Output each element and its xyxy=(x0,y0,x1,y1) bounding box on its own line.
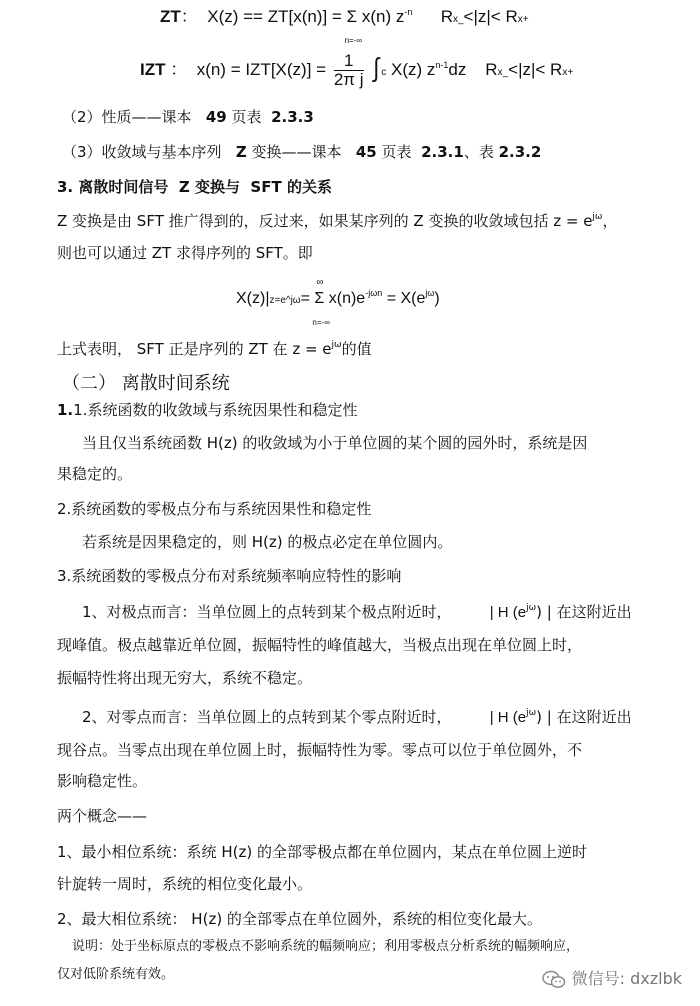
paragraph-line: 若系统是因果稳定的，则 H(z) 的极点必定在单位圆内。 xyxy=(82,533,453,551)
paragraph-line: 现谷点。当零点出现在单位圆上时，振幅特性为零。零点可以位于单位圆外，不 xyxy=(57,741,583,759)
watermark xyxy=(542,966,682,990)
fraction: $\frac{1}{\text{2π j}}$ xyxy=(333,51,364,89)
izt-formula: IZT ： x(n) = IZT[X(z)] = $\frac{1}{\text{2π j}}$ ∫ c X(z) $z^{n-1}dz$ Rx_<|z|< Rx+ xyxy=(140,51,574,89)
paragraph-line: 针旋转一周时，系统的相位变化最小。 xyxy=(57,875,313,893)
paragraph-line: 振幅特性将出现无穷大，系统不稳定。 xyxy=(57,669,313,687)
subsection-title: 2.系统函数的零极点分布与系统因果性和稳定性 xyxy=(57,500,372,518)
paragraph-line: 当且仅当系统函数 H(z) 的收敛域为小于单位圆的某个圆的园外时，系统是因 xyxy=(82,434,588,452)
watermark-label: 微信号: dxzlbk xyxy=(571,969,682,988)
paragraph-line: 上式表明， SFT 正是序列的 ZT 在 $z = e^{j\omega}$的值 xyxy=(57,340,372,358)
section-heading: （二） 离散时间系统 xyxy=(62,373,230,394)
subsection-title: 1.1.系统函数的收敛域与系统因果性和稳定性 xyxy=(57,401,358,419)
note-line: 仅对低阶系统有效。 xyxy=(57,967,175,982)
sum-symbol: ∞ Σ n=-∞ xyxy=(312,277,330,327)
note-line: 说明：处于坐标原点的零极点不影响系统的幅频响应；利用零极点分析系统的幅频响应， xyxy=(72,939,580,954)
wechat-icon xyxy=(542,970,566,990)
sft-formula: X(z)|z=e^jω= ∞ Σ n=-∞ $x(n)e^{-j\omega n} = X(e^{j\omega})$ xyxy=(236,277,440,327)
paragraph-line: 影响稳定性。 xyxy=(57,772,148,790)
paragraph-line: 2、最大相位系统： H(z) 的全部零点在单位圆外，系统的相位变化最大。 xyxy=(57,910,542,928)
paragraph-line: 则也可以通过 ZT 求得序列的 SFT。即 xyxy=(57,244,313,262)
subsection-title: 3.系统函数的零极点分布对系统频率响应特性的影响 xyxy=(57,567,402,585)
section3-title: 3. 离散时间信号 Z 变换与 SFT 的关系 xyxy=(57,178,332,196)
paragraph-line: 1、对极点而言：当单位圆上的点转到某个极点附近时， | H $(e^{j\omega})$ | 在这附近出 xyxy=(82,603,632,621)
paragraph-line: 1、最小相位系统：系统 H(z) 的全部零极点都在单位圆内，某点在单位圆上逆时 xyxy=(57,843,587,861)
s1-title-text: 1.系统函数的收敛域与系统因果性和稳定性 xyxy=(73,401,358,419)
sum-symbol: Σ n=-∞ xyxy=(344,7,363,45)
paragraph-line: 2、对零点而言：当单位圆上的点转到某个零点附近时， | H $(e^{j\omega})$ | 在这附近出 xyxy=(82,708,632,726)
paragraph-line: 现峰值。极点越靠近单位圆，振幅特性的峰值越大，当极点出现在单位圆上时， xyxy=(57,636,583,654)
zt-formula: ZT： X(z) == ZT[x(n)] = Σ n=-∞ x(n) $z^{-n}$ Rx_<|z|< Rx+ xyxy=(160,7,529,45)
paragraph-line: Z 变换是由 SFT 推广得到的，反过来，如果某序列的 Z 变换的收敛域包括 $z = e^{j\omega}$， xyxy=(57,212,618,230)
roc-line: （3）收敛域与基本序列 Z 变换——课本 45 页表 2.3.1、表 2.3.2 xyxy=(62,143,542,161)
properties-line: （2）性质——课本 49 页表 2.3.3 xyxy=(62,108,314,126)
concepts-title: 两个概念—— xyxy=(57,807,148,825)
paragraph-line: 果稳定的。 xyxy=(57,465,133,483)
